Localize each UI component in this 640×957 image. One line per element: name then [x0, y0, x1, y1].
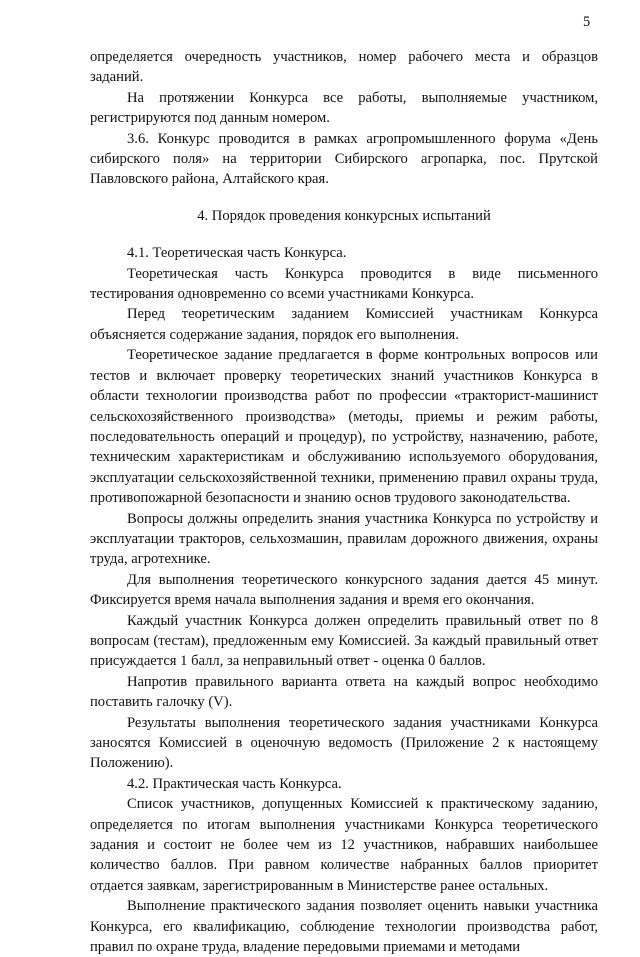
paragraph: Вопросы должны определить знания участника Конкурса по устройству и эксплуатации тракторов, сельхозмашин, правилам дорожного движения, охраны труда, агротехнике.: [90, 510, 598, 568]
paragraph: 4.2. Практическая часть Конкурса.: [127, 775, 342, 792]
paragraphs-before-heading: [90, 47, 598, 190]
paragraph: Для выполнения теоретического конкурсного задания дается 45 минут. Фиксируется время начала выполнения задания и время его окончания.: [90, 571, 598, 609]
paragraph: Перед теоретическим заданием Комиссией участникам Конкурса объясняется содержание задания, порядок его выполнения.: [90, 306, 598, 343]
section-heading: 4. Порядок проведения конкурсных испытаний: [197, 207, 491, 224]
paragraph: определяется очередность участников, номер рабочего места и образцов заданий.: [90, 49, 598, 86]
paragraph: Результаты выполнения теоретического задания участниками Конкурса заносятся Комиссией в оценочную ведомость (Приложение 2 к настоящему Положению).: [90, 714, 598, 772]
paragraph: На протяжении Конкурса все работы, выполняемые участником, регистрируются под данным номером.: [90, 89, 598, 127]
paragraph: Каждый участник Конкурса должен определить правильный ответ по 8 вопросам (тестам), предложенным ему Комиссией. За каждый правильный ответ присуждается 1 балл, за неправильный ответ - оценка 0 баллов.: [90, 612, 598, 670]
paragraph: Список участников, допущенных Комиссией к практическому заданию, определяется по итогам выполнения участниками Конкурса теоретического задания и состоит не более чем из 12 участников, набравших наибольшее количество баллов. При равном количестве набранных баллов приоритет отдается заявкам, зарегистрированным в Министерстве ранее остальных.: [90, 796, 598, 894]
paragraph: 3.6. Конкурс проводится в рамках агропромышленного форума «День сибирского поля» на территории Сибирского агропарка, пос. Прутской Павловского района, Алтайского края.: [90, 130, 598, 188]
paragraph: Теоретическое задание предлагается в форме контрольных вопросов или тестов и включает проверку теоретических знаний участников Конкурса в области технологии производства работ по профессии «тракторист-машинист сельскохозяйственного производства» (методы, приемы и режим работы, последовательность операций и процедур), по устройству, назначению, работе, техническим характеристикам и обслуживанию используемого оборудования, эксплуатации сельскохозяйственной техники, применению правил охраны труда, противопожарной безопасности и знанию основ трудового законодательства.: [90, 347, 598, 507]
page-number: 5: [583, 14, 591, 30]
paragraphs-after-heading: [90, 243, 598, 957]
paragraph: Теоретическая часть Конкурса проводится в виде письменного тестирования одновременно со всеми участниками Конкурса.: [90, 265, 598, 303]
paragraph: Выполнение практического задания позволяет оценить навыки участника Конкурса, его квалификацию, соблюдение технологии производства работ, правил по охране труда, владение передовыми приемами и методами: [90, 898, 598, 956]
paragraph: Напротив правильного варианта ответа на каждый вопрос необходимо поставить галочку (V).: [90, 673, 598, 711]
document-body: [90, 47, 598, 957]
paragraph: 4.1. Теоретическая часть Конкурса.: [127, 245, 347, 262]
